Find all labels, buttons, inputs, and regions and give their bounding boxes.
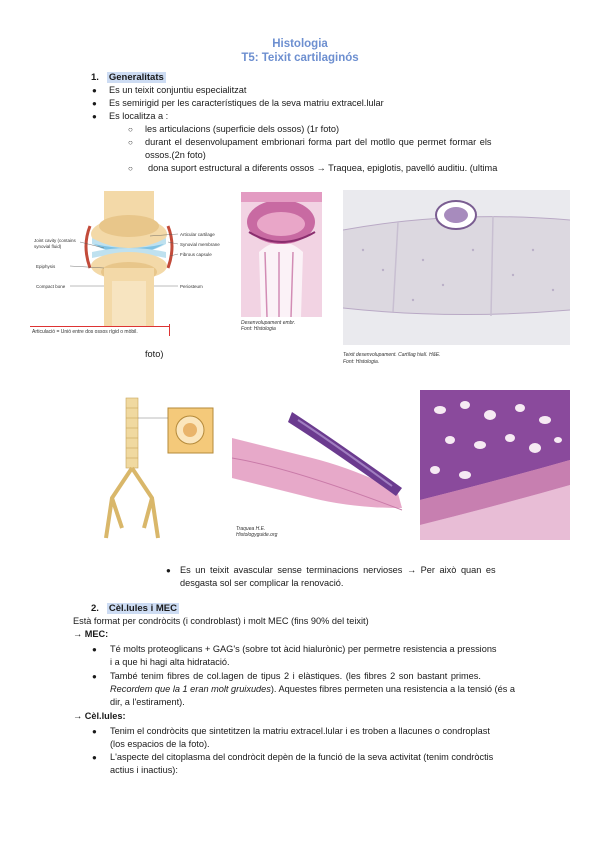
list-item: Es un teixit avascular sense terminacions nervioses → Per això quan es (180, 565, 496, 575)
label-articular-cartilage: Articular cartilage (180, 232, 215, 237)
label-compact-bone: Compact bone (36, 284, 66, 289)
bullet-icon: ● (92, 86, 97, 95)
label-synovial-membrane: Synovial membrane (180, 242, 220, 247)
list-item: les articulacions (superficie dels ossos) (1r foto) (145, 124, 340, 134)
trachea-caption-2: Histologyguide.org (236, 532, 278, 538)
bullet-icon: ● (92, 112, 97, 121)
hyaline-caption-1: Teixit desenvolupament. Cartílag hialí. H&E. (343, 352, 441, 358)
list-item-continued (110, 683, 515, 696)
bullet-icon: ● (166, 566, 171, 575)
section-2-number: 2. (91, 603, 99, 614)
circle-bullet-icon: ○ (128, 125, 133, 134)
list-item: durant el desenvolupament embrionari forma part del motllo que permet formar els (145, 137, 492, 147)
list-item-continued: (los espacios de la foto). (110, 739, 210, 749)
trachea-micrograph-figure (232, 398, 410, 526)
label-fibrous-capsule: Fibrous capsule (180, 252, 212, 257)
list-item-continued: desgasta sol ser complicar la renovació. (180, 578, 344, 588)
caption-underline (30, 326, 170, 327)
circle-bullet-icon: ○ (128, 138, 133, 147)
bullet-icon: ● (92, 727, 97, 736)
note-continued: ). Aquestes fibres permeten una resistencia a la tensió (és a (270, 684, 515, 694)
list-item: Es semirigid per les característiques de la seva matriu extracel.lular (109, 98, 384, 108)
list-item: L'aspecte del citoplasma del condròcit depèn de la funció de la seva activitat (tenim condròctis (110, 752, 494, 762)
list-item-continued: dir, a l'estirament). (110, 697, 185, 707)
label-joint-cavity: Joint cavity (contains synovial fluid) (34, 238, 76, 249)
joint-caption: Articulació = Unió entre dos ossos rígid o mòbil. (32, 329, 138, 335)
section-1-title: Generalitats (108, 72, 164, 83)
chondrocyte-micrograph-image (420, 390, 570, 540)
hyaline-micrograph-figure (343, 190, 570, 345)
list-item-continued: i a que hi hagi alta hidratació. (110, 657, 230, 667)
section-2-intro: Està format per condròcits (i condroblast) i molt MEC (fins 90% del teixit) (73, 616, 369, 626)
list-item-continued: actius i inactius): (110, 765, 178, 775)
hyaline-caption-2: Font: Histologia. (343, 359, 380, 365)
list-item-continued: ossos.(2n foto) (145, 150, 206, 160)
trachea-caption-1: Traquea H.E. (236, 526, 266, 532)
italic-note: Recordem que la 1 eran molt gruixudes (110, 684, 271, 694)
list-item: Té molts proteoglicans + GAG's (sobre tot àcid hialurònic) per permetre resistencia a pressions (110, 644, 497, 654)
section-1-heading (91, 72, 166, 83)
cells-label: → Cèl.lules: (73, 711, 126, 721)
trachea-micrograph-image (232, 398, 410, 526)
chondrocyte-micrograph-figure (420, 390, 570, 540)
section-2-heading (91, 603, 179, 614)
embryo-caption-1: Desenvolupament embr. (241, 320, 296, 326)
list-item: També tenim fibres de col.lagen de tipus 2 i elàstiques. (les fibres 2 son bastant primes. (110, 671, 481, 681)
hyaline-micrograph-image (343, 190, 570, 345)
label-periosteum: Periosteum (180, 284, 203, 289)
embryo-caption-2: Font: Histologia (241, 326, 276, 332)
bullet-icon: ● (92, 645, 97, 654)
list-item: Tenim el condròcits que sintetitzen la matriu extracel.lular i es troben a llacunes o condroplast (110, 726, 490, 736)
embryo-micrograph-image (241, 192, 322, 317)
list-item: Es localitza a : (109, 111, 169, 121)
caption-border (169, 324, 170, 336)
bullet-icon: ● (92, 672, 97, 681)
trachea-diagram-image (98, 388, 228, 553)
list-item: dona suport estructural a diferents ossos → Traquea, epiglotis, pavelló auditiu. (ultima (148, 163, 498, 173)
page-subtitle: T5: Teixit cartilaginós (241, 52, 359, 64)
section-2-title: Cèl.lules i MEC (108, 603, 177, 614)
joint-diagram-figure (30, 186, 230, 326)
label-epiphysis: Epiphysis (36, 264, 56, 269)
section-1-number: 1. (91, 72, 99, 83)
page-title: Histologia (272, 38, 328, 50)
list-item: Es un teixit conjuntiu especialitzat (109, 85, 247, 95)
bullet-icon: ● (92, 753, 97, 762)
bullet-icon: ● (92, 99, 97, 108)
mec-label: → MEC: (73, 629, 109, 639)
circle-bullet-icon: ○ (128, 164, 133, 173)
embryo-micrograph-figure (241, 192, 322, 317)
trachea-diagram-figure (98, 388, 228, 553)
list-item-continued: foto) (145, 349, 164, 359)
